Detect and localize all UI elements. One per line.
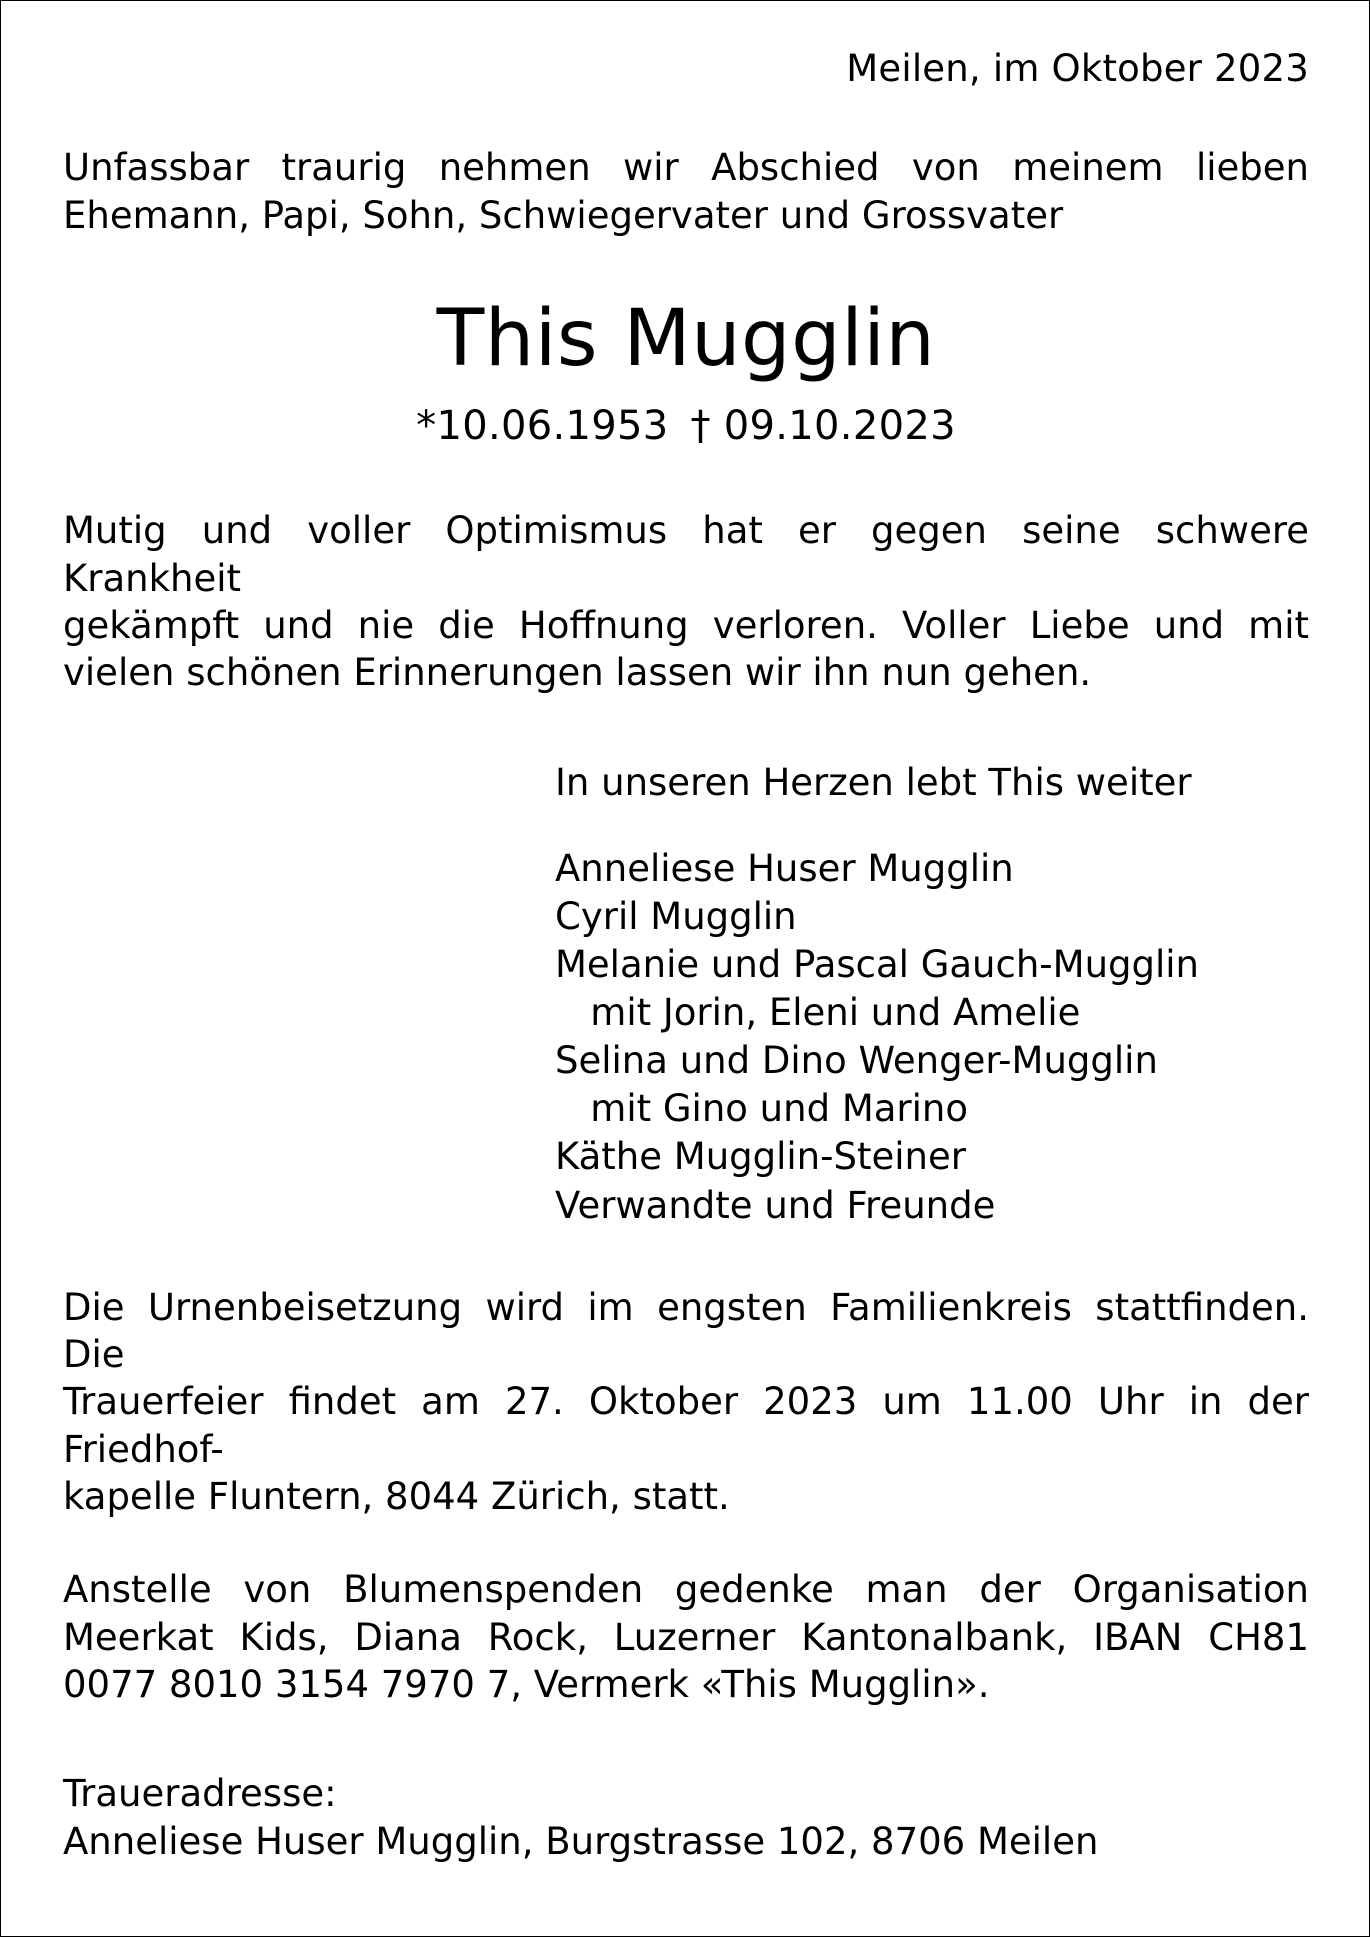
funeral-line-2: Trauerfeier findet am 27. Oktober 2023 um 11.00 Uhr in der Friedhof- xyxy=(63,1380,1309,1471)
funeral-line-1: Die Urnenbeisetzung wird im engsten Familienkreis stattfinden. Die xyxy=(63,1285,1309,1376)
donation-line-3: 0077 8010 3154 7970 7, Vermerk «This Mugglin». xyxy=(63,1663,990,1707)
family-member: Selina und Dino Wenger-Mugglin xyxy=(555,1039,1158,1083)
mourning-address-block xyxy=(63,1770,1309,1865)
mourning-address-label: Traueradresse: xyxy=(63,1772,337,1816)
tribute-line-3: vielen schönen Erinnerungen lassen wir ihn nun gehen. xyxy=(63,651,1092,695)
family-member: Cyril Mugglin xyxy=(555,894,797,938)
tribute-paragraph xyxy=(63,507,1309,696)
memorial-line: In unseren Herzen lebt This weiter xyxy=(555,760,1192,804)
funeral-line-3: kapelle Fluntern, 8044 Zürich, statt. xyxy=(63,1475,730,1519)
family-member: mit Gino und Marino xyxy=(555,1087,968,1131)
family-member: mit Jorin, Eleni und Amelie xyxy=(555,991,1081,1035)
life-dates xyxy=(63,403,1309,449)
intro-line-2: Ehemann, Papi, Sohn, Schwiegervater und Grossvater xyxy=(63,193,1064,237)
donation-paragraph xyxy=(63,1566,1309,1708)
intro-text xyxy=(63,144,1309,239)
donation-line-1: Anstelle von Blumenspenden gedenke man der Organisation xyxy=(63,1568,1309,1612)
tribute-line-1: Mutig und voller Optimismus hat er gegen seine schwere Krankheit xyxy=(63,509,1309,600)
family-member: Verwandte und Freunde xyxy=(555,1183,996,1227)
obituary-content xyxy=(63,45,1309,1865)
family-block xyxy=(555,759,1309,1230)
death-date: † 09.10.2023 xyxy=(690,403,956,450)
donation-line-2: Meerkat Kids, Diana Rock, Luzerner Kantonalbank, IBAN CH81 xyxy=(63,1615,1309,1659)
funeral-details-paragraph xyxy=(63,1284,1309,1521)
mourning-address-value: Anneliese Huser Mugglin, Burgstrasse 102, 8706 Meilen xyxy=(63,1819,1099,1863)
family-member: Käthe Mugglin-Steiner xyxy=(555,1135,966,1179)
family-member: Melanie und Pascal Gauch-Mugglin xyxy=(555,943,1199,987)
birth-date: *10.06.1953 xyxy=(416,403,669,450)
place-and-date: Meilen, im Oktober 2023 xyxy=(846,47,1309,90)
intro-line-1: Unfassbar traurig nehmen wir Abschied von meinem lieben xyxy=(63,146,1309,190)
tribute-line-2: gekämpft und nie die Hoffnung verloren. Voller Liebe und mit xyxy=(63,604,1309,648)
deceased-name: This Mugglin xyxy=(436,294,936,385)
family-member: Anneliese Huser Mugglin xyxy=(555,846,1014,890)
deceased-name-block xyxy=(63,294,1309,450)
